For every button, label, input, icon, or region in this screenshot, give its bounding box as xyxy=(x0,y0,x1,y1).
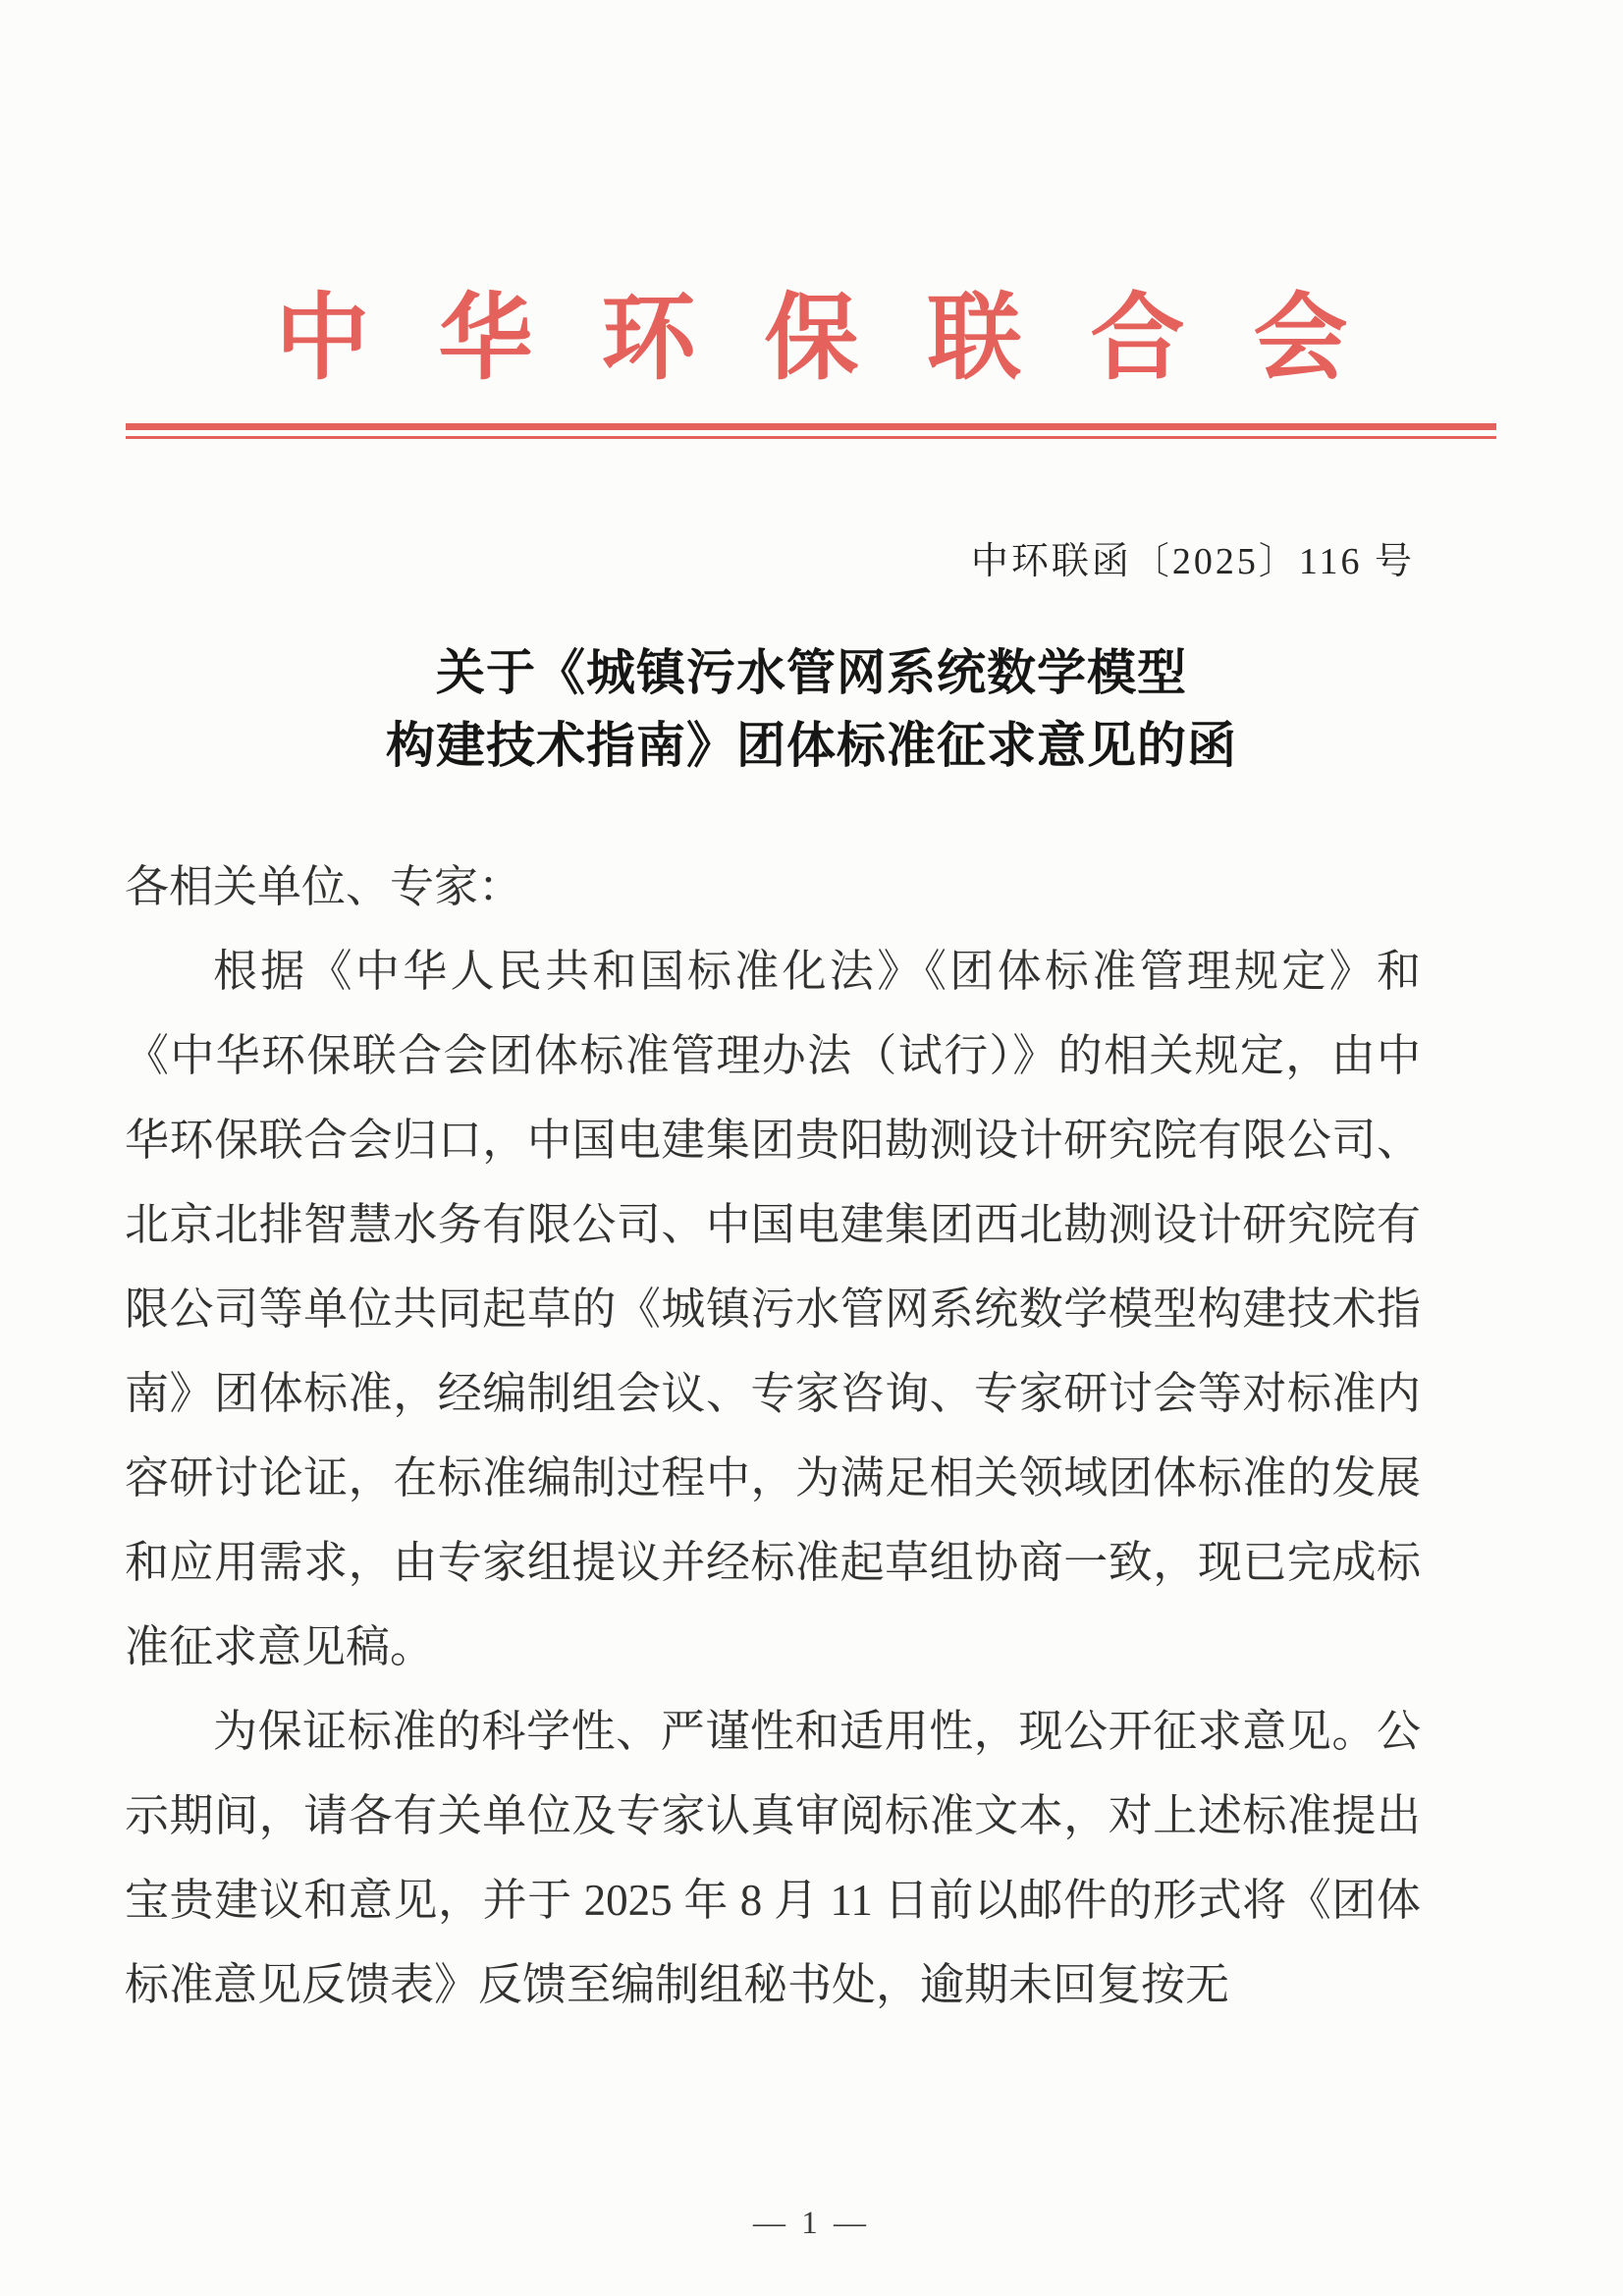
document-number: 中环联函〔2025〕116 号 xyxy=(970,541,1415,582)
page-number: — 1 — xyxy=(753,2206,870,2241)
body-paragraph-2: 为保证标准的科学性、严谨性和适用性，现公开征求意见。公示期间，请各有关单位及专家认真审阅标准文本，对上述标准提出宝贵建议和意见，并于 2025 年 8 月 11 日前以邮件的形式将《团体标准意见反馈表》反馈至编制组秘书处，逾期未回复按无 xyxy=(125,1707,1421,2009)
org-letterhead: 中华环保联合会 xyxy=(275,286,1417,391)
divider-thick-line xyxy=(126,423,1496,430)
document-title xyxy=(0,636,1623,782)
document-title-line1: 关于《城镇污水管网系统数学模型 xyxy=(436,645,1187,700)
divider-thin-line xyxy=(126,436,1496,439)
letterhead-divider xyxy=(126,423,1496,439)
letter-body xyxy=(125,845,1421,2027)
body-paragraph-1: 根据《中华人民共和国标准化法》《团体标准管理规定》和《中华环保联合会团体标准管理办法（试行）》的相关规定，由中华环保联合会归口，中国电建集团贵阳勘测设计研究院有限公司、北京北排智慧水务有限公司、中国电建集团西北勘测设计研究院有限公司等单位共同起草的《城镇污水管网系统数学模型构建技术指南》团体标准，经编制组会议、专家咨询、专家研讨会等对标准内容研讨论证，在标准编制过程中，为满足相关领域团体标准的发展和应用需求，由专家组提议并经标准起草组协商一致，现已完成标准征求意见稿。 xyxy=(125,947,1421,1671)
document-title-line2: 构建技术指南》团体标准征求意见的函 xyxy=(386,718,1237,773)
salutation: 各相关单位、专家： xyxy=(125,862,523,911)
